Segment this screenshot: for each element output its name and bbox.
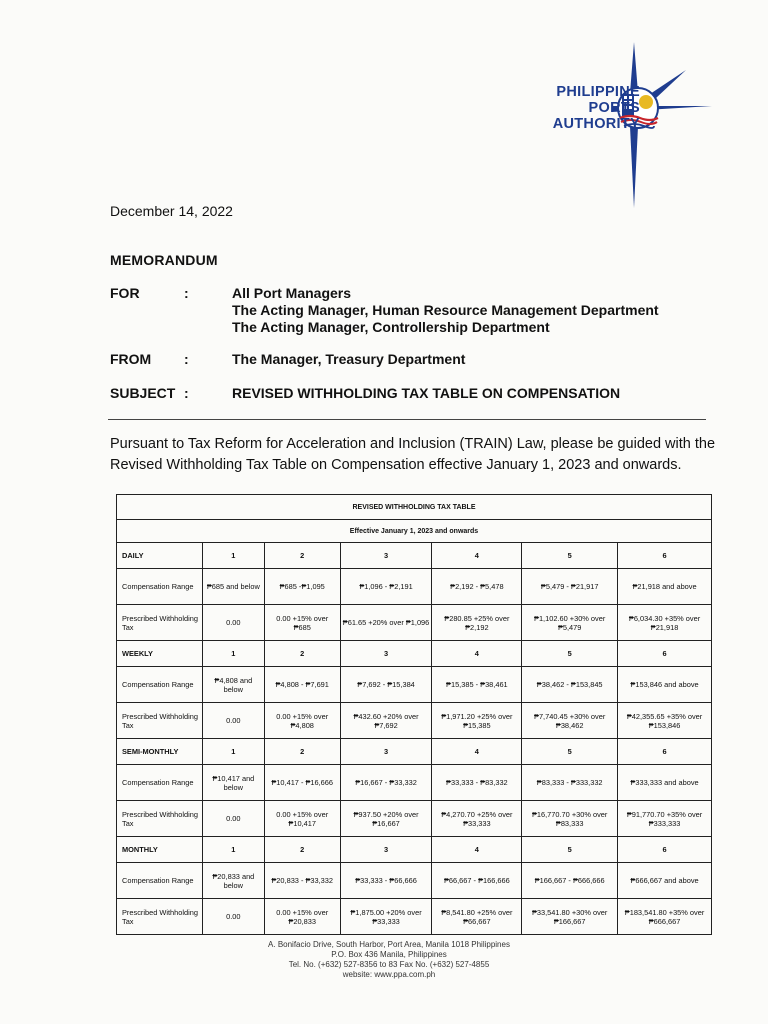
bracket-number: 4 [432,739,522,765]
recipient-3: The Acting Manager, Controllership Department [232,319,550,335]
bracket-number: 1 [202,641,264,667]
memo-date: December 14, 2022 [110,203,233,219]
compensation-range-row [117,667,712,703]
from-value: The Manager, Treasury Department [232,351,466,367]
withholding-tax-row [117,703,712,739]
compensation-range-label: Compensation Range [117,667,203,703]
compensation-range-cell: ₱33,333 - ₱66,666 [340,863,432,899]
bracket-number: 6 [618,739,712,765]
bracket-number: 1 [202,837,264,863]
bracket-number: 5 [522,739,618,765]
compensation-range-cell: ₱83,333 - ₱333,332 [522,765,618,801]
withholding-tax-row [117,801,712,837]
footer-address: A. Bonifacio Drive, South Harbor, Port Area, Manila 1018 Philippines [268,940,510,949]
footer-website: website: www.ppa.com.ph [342,970,436,979]
withholding-tax-cell: ₱280.85 +25% over ₱2,192 [432,605,522,641]
footer-address-block [0,940,768,980]
withholding-tax-cell: ₱6,034.30 +35% over ₱21,918 [618,605,712,641]
withholding-tax-cell: 0.00 +15% over ₱4,808 [264,703,340,739]
withholding-tax-cell: ₱61.65 +20% over ₱1,096 [340,605,432,641]
bracket-number: 3 [340,837,432,863]
subject-label: SUBJECT [110,385,176,401]
compensation-range-cell: ₱10,417 and below [202,765,264,801]
withholding-tax-cell: ₱1,102.60 +30% over ₱5,479 [522,605,618,641]
bracket-number: 4 [432,543,522,569]
withholding-tax-label: Prescribed Withholding Tax [117,801,203,837]
for-colon: : [184,285,189,301]
withholding-tax-cell: 0.00 +15% over ₱20,833 [264,899,340,935]
subject-colon: : [184,385,189,401]
header-divider [108,419,706,420]
organization-name [553,84,640,132]
compensation-range-cell: ₱333,333 and above [618,765,712,801]
withholding-tax-cell: 0.00 [202,703,264,739]
compensation-range-cell: ₱21,918 and above [618,569,712,605]
withholding-tax-cell: 0.00 [202,605,264,641]
withholding-tax-cell: ₱1,971.20 +25% over ₱15,385 [432,703,522,739]
withholding-tax-cell: ₱7,740.45 +30% over ₱38,462 [522,703,618,739]
withholding-tax-table [116,494,712,935]
withholding-tax-cell: 0.00 +15% over ₱685 [264,605,340,641]
period-label: SEMI-MONTHLY [117,739,203,765]
withholding-tax-cell: ₱1,875.00 +20% over ₱33,333 [340,899,432,935]
bracket-number: 3 [340,543,432,569]
period-label: DAILY [117,543,203,569]
withholding-tax-cell: ₱42,355.65 +35% over ₱153,846 [618,703,712,739]
compensation-range-cell: ₱7,692 - ₱15,384 [340,667,432,703]
compensation-range-cell: ₱685 -₱1,095 [264,569,340,605]
withholding-tax-cell: ₱8,541.80 +25% over ₱66,667 [432,899,522,935]
compensation-range-cell: ₱66,667 - ₱166,666 [432,863,522,899]
memo-title: MEMORANDUM [110,252,218,268]
compensation-range-cell: ₱10,417 - ₱16,666 [264,765,340,801]
compensation-range-cell: ₱4,808 and below [202,667,264,703]
org-line-3: AUTHORITY [552,116,640,132]
org-line-1: PHILIPPINE [556,84,640,100]
compensation-range-label: Compensation Range [117,765,203,801]
bracket-number: 2 [264,641,340,667]
withholding-tax-label: Prescribed Withholding Tax [117,703,203,739]
period-label: WEEKLY [117,641,203,667]
bracket-number: 5 [522,543,618,569]
bracket-number: 3 [340,739,432,765]
recipient-2: The Acting Manager, Human Resource Management Department [232,302,659,318]
period-row [117,543,712,569]
compensation-range-row [117,569,712,605]
bracket-number: 4 [432,837,522,863]
compensation-range-cell: ₱4,808 - ₱7,691 [264,667,340,703]
withholding-tax-label: Prescribed Withholding Tax [117,605,203,641]
compensation-range-cell: ₱38,462 - ₱153,845 [522,667,618,703]
table-effective-date: Effective January 1, 2023 and onwards [117,520,712,543]
intro-paragraph: Pursuant to Tax Reform for Acceleration and Inclusion (TRAIN) Law, please be guided with the Revised Withholding Tax Table on Compensation effective January 1, 2023 and onwards. [110,436,716,473]
withholding-tax-cell: 0.00 [202,899,264,935]
withholding-tax-label: Prescribed Withholding Tax [117,899,203,935]
for-recipients [232,285,659,336]
compensation-range-cell: ₱20,833 and below [202,863,264,899]
bracket-number: 3 [340,641,432,667]
withholding-tax-cell: ₱183,541.80 +35% over ₱666,667 [618,899,712,935]
compensation-range-cell: ₱20,833 - ₱33,332 [264,863,340,899]
compensation-range-cell: ₱153,846 and above [618,667,712,703]
withholding-tax-cell: 0.00 [202,801,264,837]
bracket-number: 6 [618,543,712,569]
bracket-number: 6 [618,837,712,863]
period-row [117,837,712,863]
compensation-range-cell: ₱16,667 - ₱33,332 [340,765,432,801]
compensation-range-row [117,863,712,899]
org-line-2: PORTS [588,100,640,116]
compensation-range-cell: ₱33,333 - ₱83,332 [432,765,522,801]
subject-value: REVISED WITHHOLDING TAX TABLE ON COMPENSATION [232,385,621,401]
withholding-tax-cell: 0.00 +15% over ₱10,417 [264,801,340,837]
table-title: REVISED WITHHOLDING TAX TABLE [117,495,712,520]
withholding-tax-row [117,605,712,641]
footer-pobox: P.O. Box 436 Manila, Philippines [331,950,447,959]
bracket-number: 5 [522,837,618,863]
compensation-range-row [117,765,712,801]
withholding-tax-cell: ₱91,770.70 +35% over ₱333,333 [618,801,712,837]
compensation-range-label: Compensation Range [117,569,203,605]
bracket-number: 1 [202,739,264,765]
compensation-range-label: Compensation Range [117,863,203,899]
bracket-number: 4 [432,641,522,667]
footer-phone: Tel. No. (+632) 527-8356 to 83 Fax No. (+632) 527-4855 [288,960,490,969]
period-row [117,641,712,667]
compensation-range-cell: ₱15,385 - ₱38,461 [432,667,522,703]
bracket-number: 5 [522,641,618,667]
withholding-tax-cell: ₱432.60 +20% over ₱7,692 [340,703,432,739]
from-colon: : [184,351,189,367]
period-label: MONTHLY [117,837,203,863]
bracket-number: 2 [264,837,340,863]
withholding-tax-row [117,899,712,935]
withholding-tax-cell: ₱16,770.70 +30% over ₱83,333 [522,801,618,837]
withholding-tax-cell: ₱4,270.70 +25% over ₱33,333 [432,801,522,837]
bracket-number: 2 [264,739,340,765]
withholding-tax-cell: ₱937.50 +20% over ₱16,667 [340,801,432,837]
for-label: FOR [110,285,140,301]
bracket-number: 2 [264,543,340,569]
compensation-range-cell: ₱2,192 - ₱5,478 [432,569,522,605]
bracket-number: 1 [202,543,264,569]
compensation-range-cell: ₱166,667 - ₱666,666 [522,863,618,899]
withholding-tax-cell: ₱33,541.80 +30% over ₱166,667 [522,899,618,935]
compensation-range-cell: ₱5,479 - ₱21,917 [522,569,618,605]
compensation-range-cell: ₱685 and below [202,569,264,605]
from-label: FROM [110,351,152,367]
period-row [117,739,712,765]
recipient-1: All Port Managers [232,285,352,301]
compensation-range-cell: ₱1,096 - ₱2,191 [340,569,432,605]
bracket-number: 6 [618,641,712,667]
compensation-range-cell: ₱666,667 and above [618,863,712,899]
